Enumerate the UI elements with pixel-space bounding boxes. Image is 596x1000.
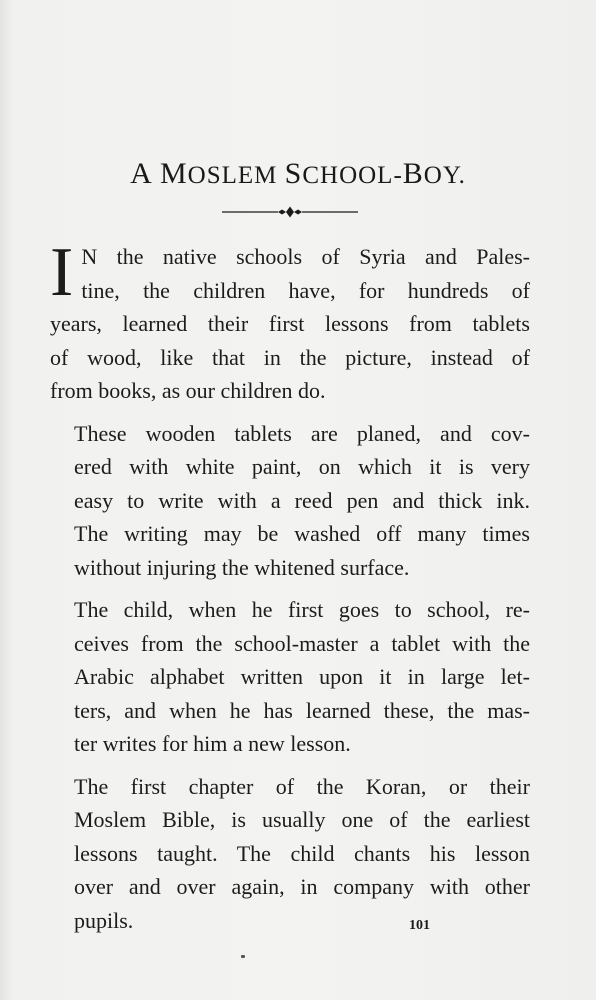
- text-line: tine, the children have, for hundreds of: [81, 277, 530, 303]
- text-line: ters, and when he has learned these, the mas-: [74, 697, 530, 723]
- text-line: years, learned their first lessons from tablets: [50, 311, 530, 336]
- drop-cap: I: [50, 234, 74, 311]
- ink-speck: [241, 955, 245, 958]
- text-line: Moslem Bible, is usually one of the earliest: [74, 807, 530, 832]
- title-initial-b: B: [402, 157, 424, 190]
- text-line: ered with white paint, on which it is very: [74, 454, 530, 479]
- title-initial-s: S: [284, 157, 303, 190]
- text-line: of wood, like that in the picture, instead of: [50, 344, 530, 370]
- text-line: ceives from the school-master a tablet with the: [74, 630, 530, 656]
- text-line: pupils.: [74, 907, 134, 933]
- text-line: from books, as our children do.: [50, 378, 326, 403]
- page-number: 101: [409, 918, 430, 933]
- text-line: lessons taught. The child chants his lesson: [74, 840, 530, 866]
- paragraph-4: [50, 770, 530, 938]
- text-line: The writing may be washed off many times: [74, 521, 530, 546]
- text-line: N the native schools of Syria and Pales-: [81, 244, 530, 269]
- title-word-moslem: OSLEM: [187, 162, 278, 189]
- title-word-school: CHOOL-: [302, 162, 403, 189]
- text-line: The first chapter of the Koran, or their: [74, 773, 530, 799]
- text-line: These wooden tablets are planed, and cov-: [74, 420, 530, 446]
- title-initial-a: A: [130, 157, 153, 190]
- text-line: over and over again, in company with other: [74, 874, 530, 899]
- chapter-title: [0, 157, 596, 191]
- title-initial-m: M: [159, 157, 188, 190]
- paragraph-2: [50, 417, 530, 585]
- text-line: ter writes for him a new lesson.: [74, 731, 351, 756]
- paragraph-1: [50, 234, 530, 408]
- paragraph-3: [50, 593, 530, 761]
- title-word-boy: OY.: [423, 162, 466, 189]
- ornament-divider: [222, 203, 358, 221]
- text-line: without injuring the whitened surface.: [74, 554, 410, 580]
- text-line: easy to write with a reed pen and thick ink.: [74, 487, 530, 513]
- text-line: Arabic alphabet written upon it in large let-: [74, 664, 530, 689]
- text-line: The child, when he first goes to school, re-: [74, 597, 530, 622]
- body-text: [50, 234, 530, 946]
